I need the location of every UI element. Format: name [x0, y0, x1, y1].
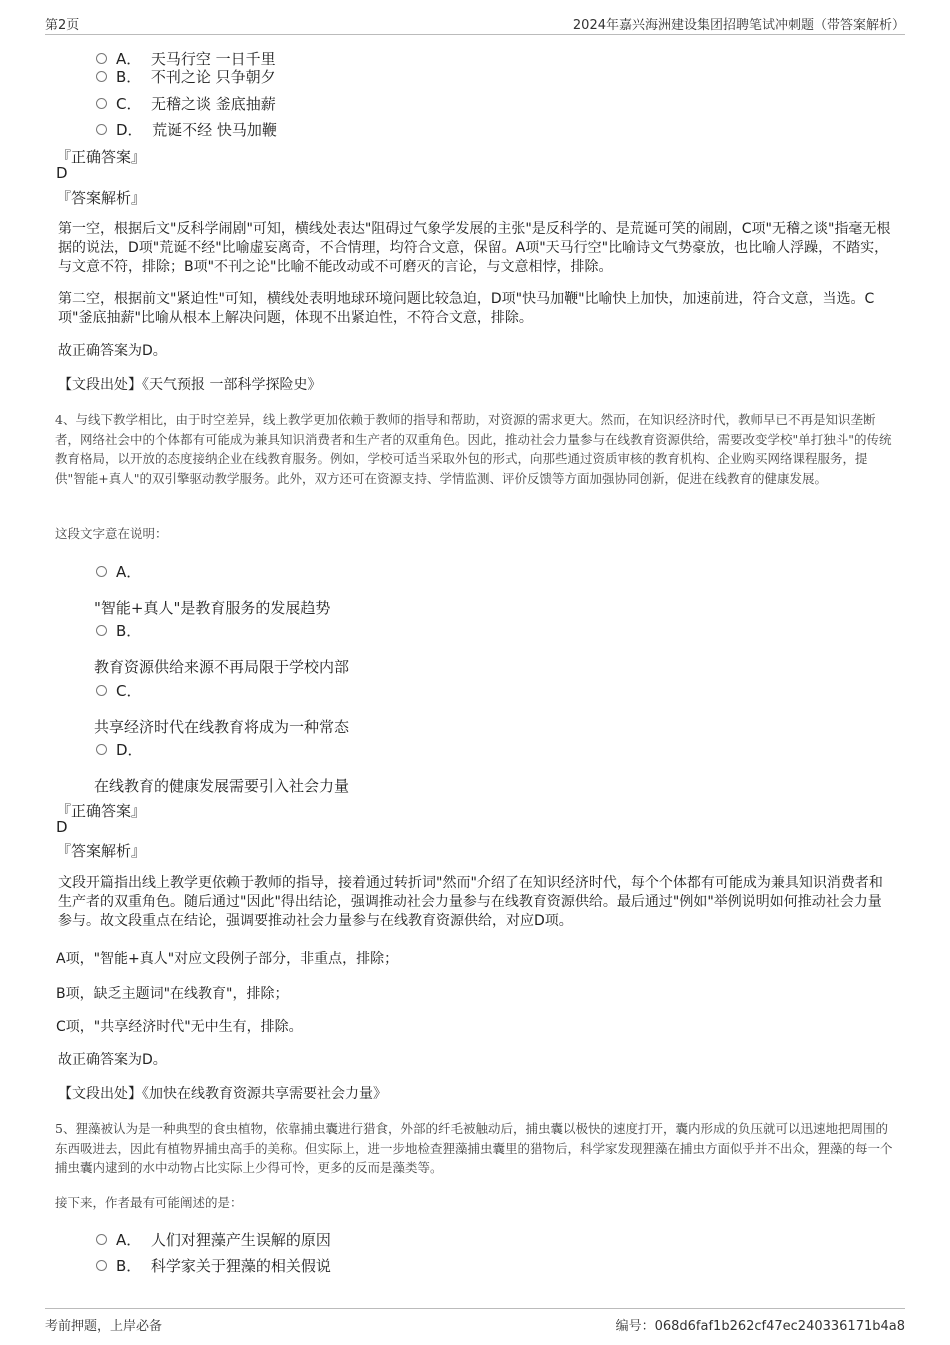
q4-option-d[interactable]: D． — [96, 739, 143, 760]
q4-conclusion: 故正确答案为D。 — [58, 1052, 167, 1068]
q4-option-c[interactable]: C． — [96, 680, 141, 701]
q4-prompt: 这段文字意在说明： — [55, 526, 168, 541]
q3-option-a[interactable]: A． 天马行空 一日千里 — [96, 48, 276, 69]
radio-icon[interactable] — [96, 1234, 107, 1245]
document-serial: 编号：068d6faf1b262cf47ec240336171b4a8 — [615, 1319, 905, 1334]
radio-icon[interactable] — [96, 744, 107, 755]
q4-analysis-paragraph: 文段开篇指出线上教学更依赖于教师的指导，接着通过转折词"然而"介绍了在知识经济时代，每个个体都有可能成为兼具知识消费者和生产者的双重角色。随后通过"因此"得出结论，强调推动社会力量参与在线教育资源供给。最后通过"例如"举例说明如何推动社会力量参与。故文段重点在结论，强调要推动社会力量参与在线教育资源供给，对应D项。 — [58, 875, 883, 929]
footer-slogan: 考前押题，上岸必备 — [45, 1319, 163, 1334]
q5-option-b[interactable]: B． 科学家关于狸藻的相关假说 — [96, 1255, 331, 1276]
radio-icon[interactable] — [96, 71, 107, 82]
q4-option-a[interactable]: A． — [96, 561, 141, 582]
q4-source: 【文段出处】《加快在线教育资源共享需要社会力量》 — [58, 1086, 387, 1102]
q5-stem: 5、狸藻被认为是一种典型的食虫植物，依靠捕虫囊进行猎食，外部的纤毛被触动后，捕虫囊以极快的速度打开，囊内形成的负压就可以迅速地把周围的东西吸进去，因此有植物界捕虫高手的美称。但实际上，进一步地检查狸藻捕虫囊里的猎物后，科学家发现狸藻在捕虫方面似乎并不出众，狸藻的每一个捕虫囊内逮到的水中动物占比实际上少得可怜，更多的反而是藻类等。 — [55, 1121, 893, 1175]
q4-option-a-text: "智能+真人"是教育服务的发展趋势 — [94, 599, 331, 617]
q3-answer-label: 『正确答案』 — [56, 148, 147, 166]
q3-option-d[interactable]: D． 荒诞不经 快马加鞭 — [96, 119, 277, 140]
q4-answer-label: 『正确答案』 — [56, 802, 147, 820]
radio-icon[interactable] — [96, 1260, 107, 1271]
radio-icon[interactable] — [96, 566, 107, 577]
q4-option-b[interactable]: B． — [96, 620, 141, 641]
q3-option-c[interactable]: C． 无稽之谈 釜底抽薪 — [96, 93, 276, 114]
page-header — [45, 14, 905, 35]
radio-icon[interactable] — [96, 625, 107, 636]
q4-analysis-option-c: C项，"共享经济时代"无中生有，排除。 — [56, 1019, 303, 1035]
radio-icon[interactable] — [96, 53, 107, 64]
radio-icon[interactable] — [96, 98, 107, 109]
q4-option-c-text: 共享经济时代在线教育将成为一种常态 — [94, 718, 350, 736]
q3-analysis-paragraph-1: 第一空，根据后文"反科学闹剧"可知，横线处表达"阻碍过气象学发展的主张"是反科学的、是荒诞可笑的闹剧，C项"无稽之谈"指毫无根据的说法，D项"荒诞不经"比喻虚妄离奇，不合情理，均符合文意，保留。A项"天马行空"比喻诗文气势豪放，也比喻人浮躁，不踏实，与文意不符，排除；B项"不刊之论"比喻不能改动或不可磨灭的言论，与文意相悖，排除。 — [58, 221, 891, 275]
q3-analysis-label: 『答案解析』 — [56, 189, 147, 207]
q4-option-d-text: 在线教育的健康发展需要引入社会力量 — [94, 777, 350, 795]
q4-analysis-option-b: B项，缺乏主题词"在线教育"，排除； — [56, 986, 289, 1002]
q3-option-b[interactable]: B． 不刊之论 只争朝夕 — [96, 66, 276, 87]
q5-prompt: 接下来，作者最有可能阐述的是： — [55, 1195, 243, 1210]
q3-source: 【文段出处】《天气预报 一部科学探险史》 — [58, 377, 322, 393]
q4-option-b-text: 教育资源供给来源不再局限于学校内部 — [94, 658, 350, 676]
q5-option-a[interactable]: A． 人们对狸藻产生误解的原因 — [96, 1229, 331, 1250]
q4-answer: D — [56, 818, 68, 836]
radio-icon[interactable] — [96, 685, 107, 696]
document-title: 2024年嘉兴海洲建设集团招聘笔试冲刺题（带答案解析） — [572, 18, 905, 33]
page-footer — [45, 1308, 905, 1333]
q3-answer: D — [56, 164, 68, 182]
q4-analysis-label: 『答案解析』 — [56, 842, 147, 860]
q4-analysis-option-a: A项，"智能+真人"对应文段例子部分，非重点，排除； — [56, 951, 399, 967]
radio-icon[interactable] — [96, 124, 107, 135]
q4-stem: 4、与线下教学相比，由于时空差异，线上教学更加依赖于教师的指导和帮助，对资源的需求更大。然而，在知识经济时代，教师早已不再是知识垄断者，网络社会中的个体都有可能成为兼具知识消费者和生产者的双重角色。因此，推动社会力量参与在线教育资源供给，需要改变学校"单打独斗"的传统教育格局，以开放的态度接纳企业在线教育服务。例如，学校可适当采取外包的形式，向那些通过资质审核的教育机构、企业购买网络课程服务，提供"智能+真人"的双引擎驱动教学服务。此外，双方还可在资源支持、学情监测、评价反馈等方面加强协同创新，促进在线教育的健康发展。 — [55, 412, 892, 486]
q3-conclusion: 故正确答案为D。 — [58, 343, 167, 359]
q3-analysis-paragraph-2: 第二空，根据前文"紧迫性"可知，横线处表明地球环境问题比较急迫，D项"快马加鞭"比喻快上加快，加速前进，符合文意，当选。C项"釜底抽薪"比喻从根本上解决问题，体现不出紧迫性，不符合文意，排除。 — [58, 291, 875, 326]
page-number: 第2页 — [45, 18, 80, 33]
